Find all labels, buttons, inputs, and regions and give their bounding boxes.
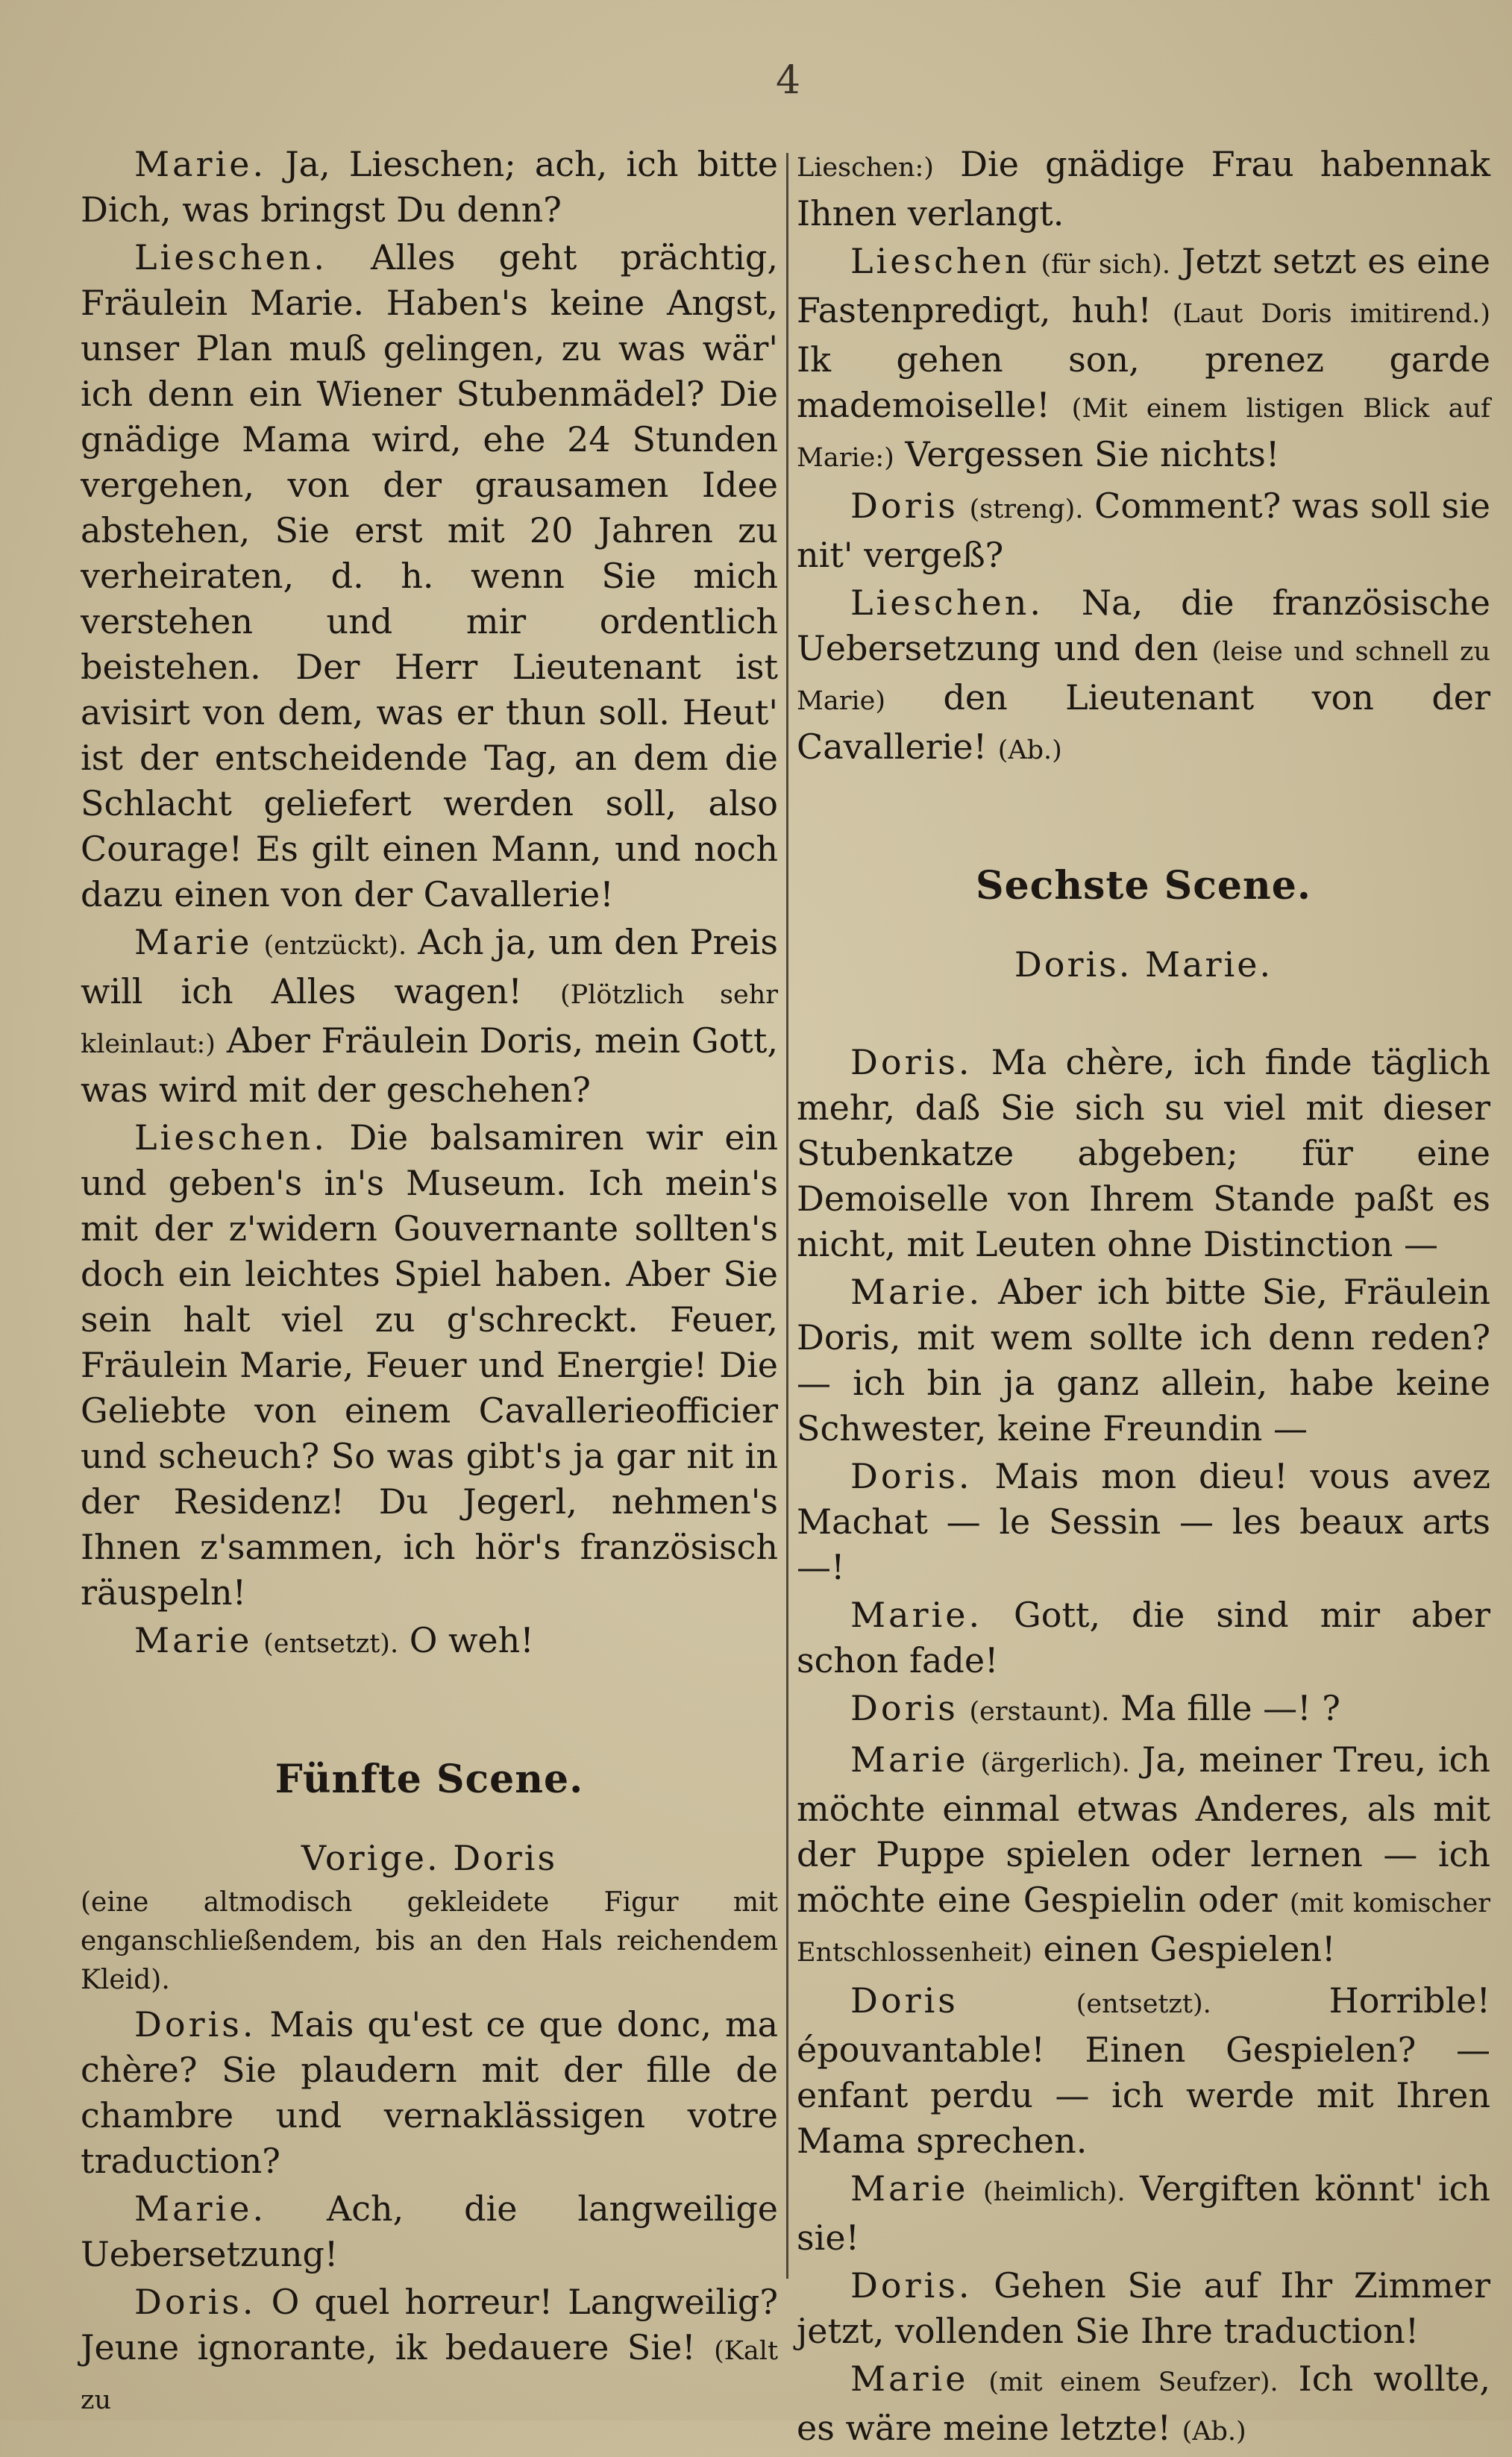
- speaker-name: Marie.: [134, 2188, 267, 2229]
- line-text: O quel horreur! Langweilig? Jeune ignorante, ik bedauere Sie!: [81, 2282, 779, 2367]
- stage-direction: (entsetzt).: [1076, 1989, 1211, 2019]
- speaker-name: Lieschen.: [850, 583, 1044, 623]
- left-column: [81, 142, 778, 2426]
- speaker-name: Marie: [134, 1620, 253, 1660]
- right-column: [797, 142, 1490, 2457]
- line-text: Alles geht prächtig, Fräulein Marie. Haben's keine Angst, unser Plan muß gelingen, zu was wär' ich denn ein Wiener Stubenmädel? Die gnädige Mama wird, ehe 24 Stunden vergehen, von der grausamen Idee abstehen, Sie erst mit 20 Jahren zu verheiraten, d. h. wenn Sie mich verstehen und mir ordentlich beistehen. Der Herr Lieutenant ist avisirt von dem, was er thun soll. Heut' ist der entscheidende Tag, an dem die Schlacht geliefert werden soll, also Courage! Es gilt einen Mann, und noch dazu einen von der Cavallerie!: [81, 237, 778, 914]
- line-text: Ma fille —! ?: [1120, 1688, 1340, 1728]
- dialogue-line: [81, 920, 778, 1113]
- speaker-name: Doris: [850, 1688, 959, 1728]
- speaker-name: Marie: [850, 1739, 969, 1780]
- stage-direction: (entzückt).: [263, 931, 407, 961]
- scene-heading: Sechste Scene.: [976, 863, 1311, 909]
- line-text: Ich wollte, es wäre meine letzte!: [797, 2359, 1490, 2448]
- stage-direction: (Ab.): [997, 735, 1062, 765]
- line-text: Ma chère, ich finde täglich mehr, daß Sie sich su viel mit dieser Stubenkatze abgeben; für eine Demoiselle von Ihrem Stande paßt es nicht, mit Leuten ohne Distinction —: [797, 1042, 1490, 1264]
- dialogue-line: [797, 483, 1490, 578]
- speaker-name: Lieschen.: [134, 237, 327, 277]
- line-text: Ik gehen son, prenez garde mademoiselle!: [797, 339, 1490, 425]
- speaker-name: Doris: [850, 486, 959, 526]
- dialogue-line: [81, 1115, 778, 1616]
- scene-heading: Fünfte Scene.: [275, 1757, 584, 1802]
- stage-direction: Lieschen:): [797, 153, 934, 183]
- dialogue-line: [797, 2263, 1490, 2354]
- stage-direction: (Laut Doris imitirend.): [1172, 299, 1491, 329]
- stage-direction: (mit einem Seufzer).: [988, 2367, 1279, 2397]
- page-number: 4: [776, 58, 801, 103]
- scene-persons: Doris. Marie.: [1014, 944, 1273, 985]
- line-text: Vergessen Sie nichts!: [905, 434, 1280, 474]
- line-text: Gott, die sind mir aber schon fade!: [797, 1595, 1491, 1681]
- dialogue-line: [81, 2279, 778, 2423]
- line-text: Ach, die langweilige Uebersetzung!: [81, 2188, 779, 2274]
- line-text: Mais mon dieu! vous avez Machat — le Sessin — les beaux arts —!: [797, 1456, 1490, 1587]
- speaker-name: Doris.: [134, 2282, 257, 2322]
- dialogue-line: [797, 1978, 1490, 2164]
- speaker-name: Lieschen.: [134, 1117, 327, 1158]
- character-description: (eine altmodisch gekleidete Figur mit enganschließendem, bis an den Hals reichendem Kleid).: [81, 1887, 778, 1995]
- dialogue-line: [797, 1270, 1490, 1452]
- speaker-name: Marie.: [850, 1595, 983, 1635]
- speaker-name: Marie: [850, 2168, 969, 2209]
- stage-direction: (Mit einem listigen Blick auf Marie:): [797, 394, 1491, 473]
- dialogue-line: [797, 1592, 1490, 1684]
- dialogue-line: [797, 1040, 1490, 1267]
- dialogue-line: [797, 239, 1490, 481]
- scene-persons: Vorige. Doris: [301, 1838, 558, 1878]
- line-text: Ach ja, um den Preis will ich Alles wagen!: [81, 922, 778, 1011]
- speaker-name: Marie: [850, 2359, 969, 2399]
- speaker-name: Doris.: [850, 2265, 973, 2306]
- line-text: Ja, Lieschen; ach, ich bitte Dich, was bringst Du denn?: [81, 144, 779, 230]
- line-text: Mais qu'est ce que donc, ma chère? Sie plaudern mit der fille de chambre und vernaklässigen votre traduction?: [81, 2004, 779, 2181]
- line-text: Comment? was soll sie nit' vergeß?: [797, 486, 1491, 575]
- speaker-name: Marie: [134, 922, 253, 962]
- column-divider: [786, 153, 788, 2279]
- dialogue-line: [797, 2356, 1490, 2455]
- line-text: Die balsamiren wir ein und geben's in's Museum. Ich mein's mit der z'widern Gouvernante sollten's doch ein leichtes Spiel haben. Aber Sie sein halt viel zu g'schreckt. Feuer, Fräulein Marie, Feuer und Energie! Die Geliebte von einem Cavallerieofficier und scheuch? So was gibt's ja gar nit in der Residenz! Du Jegerl, nehmen's Ihnen z'sammen, ich hör's französisch räuspeln!: [81, 1117, 778, 1613]
- line-text: Aber ich bitte Sie, Fräulein Doris, mit wem sollte ich denn reden? — ich bin ja ganz allein, habe keine Schwester, keine Freundin —: [797, 1272, 1490, 1449]
- stage-direction: (leise und schnell zu Marie): [797, 637, 1490, 716]
- speaker-name: Marie.: [850, 1272, 983, 1312]
- stage-direction: (mit komischer Entschlossenheit): [797, 1889, 1490, 1968]
- dialogue-line: [81, 142, 778, 233]
- dialogue-line: [81, 2002, 778, 2184]
- stage-direction: (Kalt zu: [81, 2336, 779, 2415]
- dialogue-line: [81, 1618, 778, 1667]
- speaker-name: Marie.: [134, 144, 267, 184]
- stage-direction: (streng).: [969, 495, 1084, 524]
- speaker-name: Doris: [850, 1980, 959, 2021]
- speaker-name: Lieschen: [850, 241, 1030, 281]
- dialogue-line: [797, 1737, 1490, 1976]
- stage-direction: (erstaunt).: [969, 1697, 1110, 1727]
- line-text: Jetzt setzt es eine Fastenpredigt, huh!: [797, 241, 1491, 330]
- speaker-name: Doris.: [134, 2004, 257, 2045]
- stage-direction: (Plötzlich sehr kleinlaut:): [81, 980, 778, 1059]
- stage-direction: (Ab.): [1182, 2417, 1246, 2447]
- line-text: Na, die französische Uebersetzung und den: [797, 583, 1491, 668]
- stage-direction: (ärgerlich).: [980, 1748, 1130, 1778]
- stage-direction: (heimlich).: [983, 2177, 1126, 2207]
- line-text: Ja, meiner Treu, ich möchte einmal etwas Anderes, als mit der Puppe spielen oder lernen — ich möchte eine Gespielin oder: [797, 1739, 1490, 1920]
- stage-direction: (entsetzt).: [263, 1629, 399, 1659]
- dialogue-line: [797, 2166, 1490, 2261]
- line-text: Die gnädige Frau habennak Ihnen verlangt.: [797, 144, 1491, 233]
- line-text: Aber Fräulein Doris, mein Gott, was wird mit der geschehen?: [81, 1020, 778, 1110]
- dialogue-line: [81, 2186, 778, 2277]
- dialogue-line: [797, 1686, 1490, 1735]
- stage-direction: (für sich).: [1041, 250, 1171, 280]
- line-text: Vergiften könnt' ich sie!: [797, 2168, 1491, 2258]
- speaker-name: Doris.: [850, 1042, 973, 1082]
- speaker-name: Doris.: [850, 1456, 973, 1496]
- dialogue-line: [797, 142, 1490, 236]
- dialogue-line: [797, 1454, 1490, 1590]
- line-text: einen Gespielen!: [1043, 1929, 1336, 1969]
- line-text: den Lieutenant von der Cavallerie!: [797, 677, 1491, 767]
- line-text: Horrible! épouvantable! Einen Gespielen? — enfant perdu — ich werde mit Ihren Mama sprechen.: [797, 1980, 1491, 2161]
- line-text: O weh!: [409, 1620, 534, 1660]
- dialogue-line: [797, 580, 1490, 774]
- line-text: Gehen Sie auf Ihr Zimmer jetzt, vollenden Sie Ihre traduction!: [797, 2265, 1491, 2351]
- dialogue-line: [81, 235, 778, 917]
